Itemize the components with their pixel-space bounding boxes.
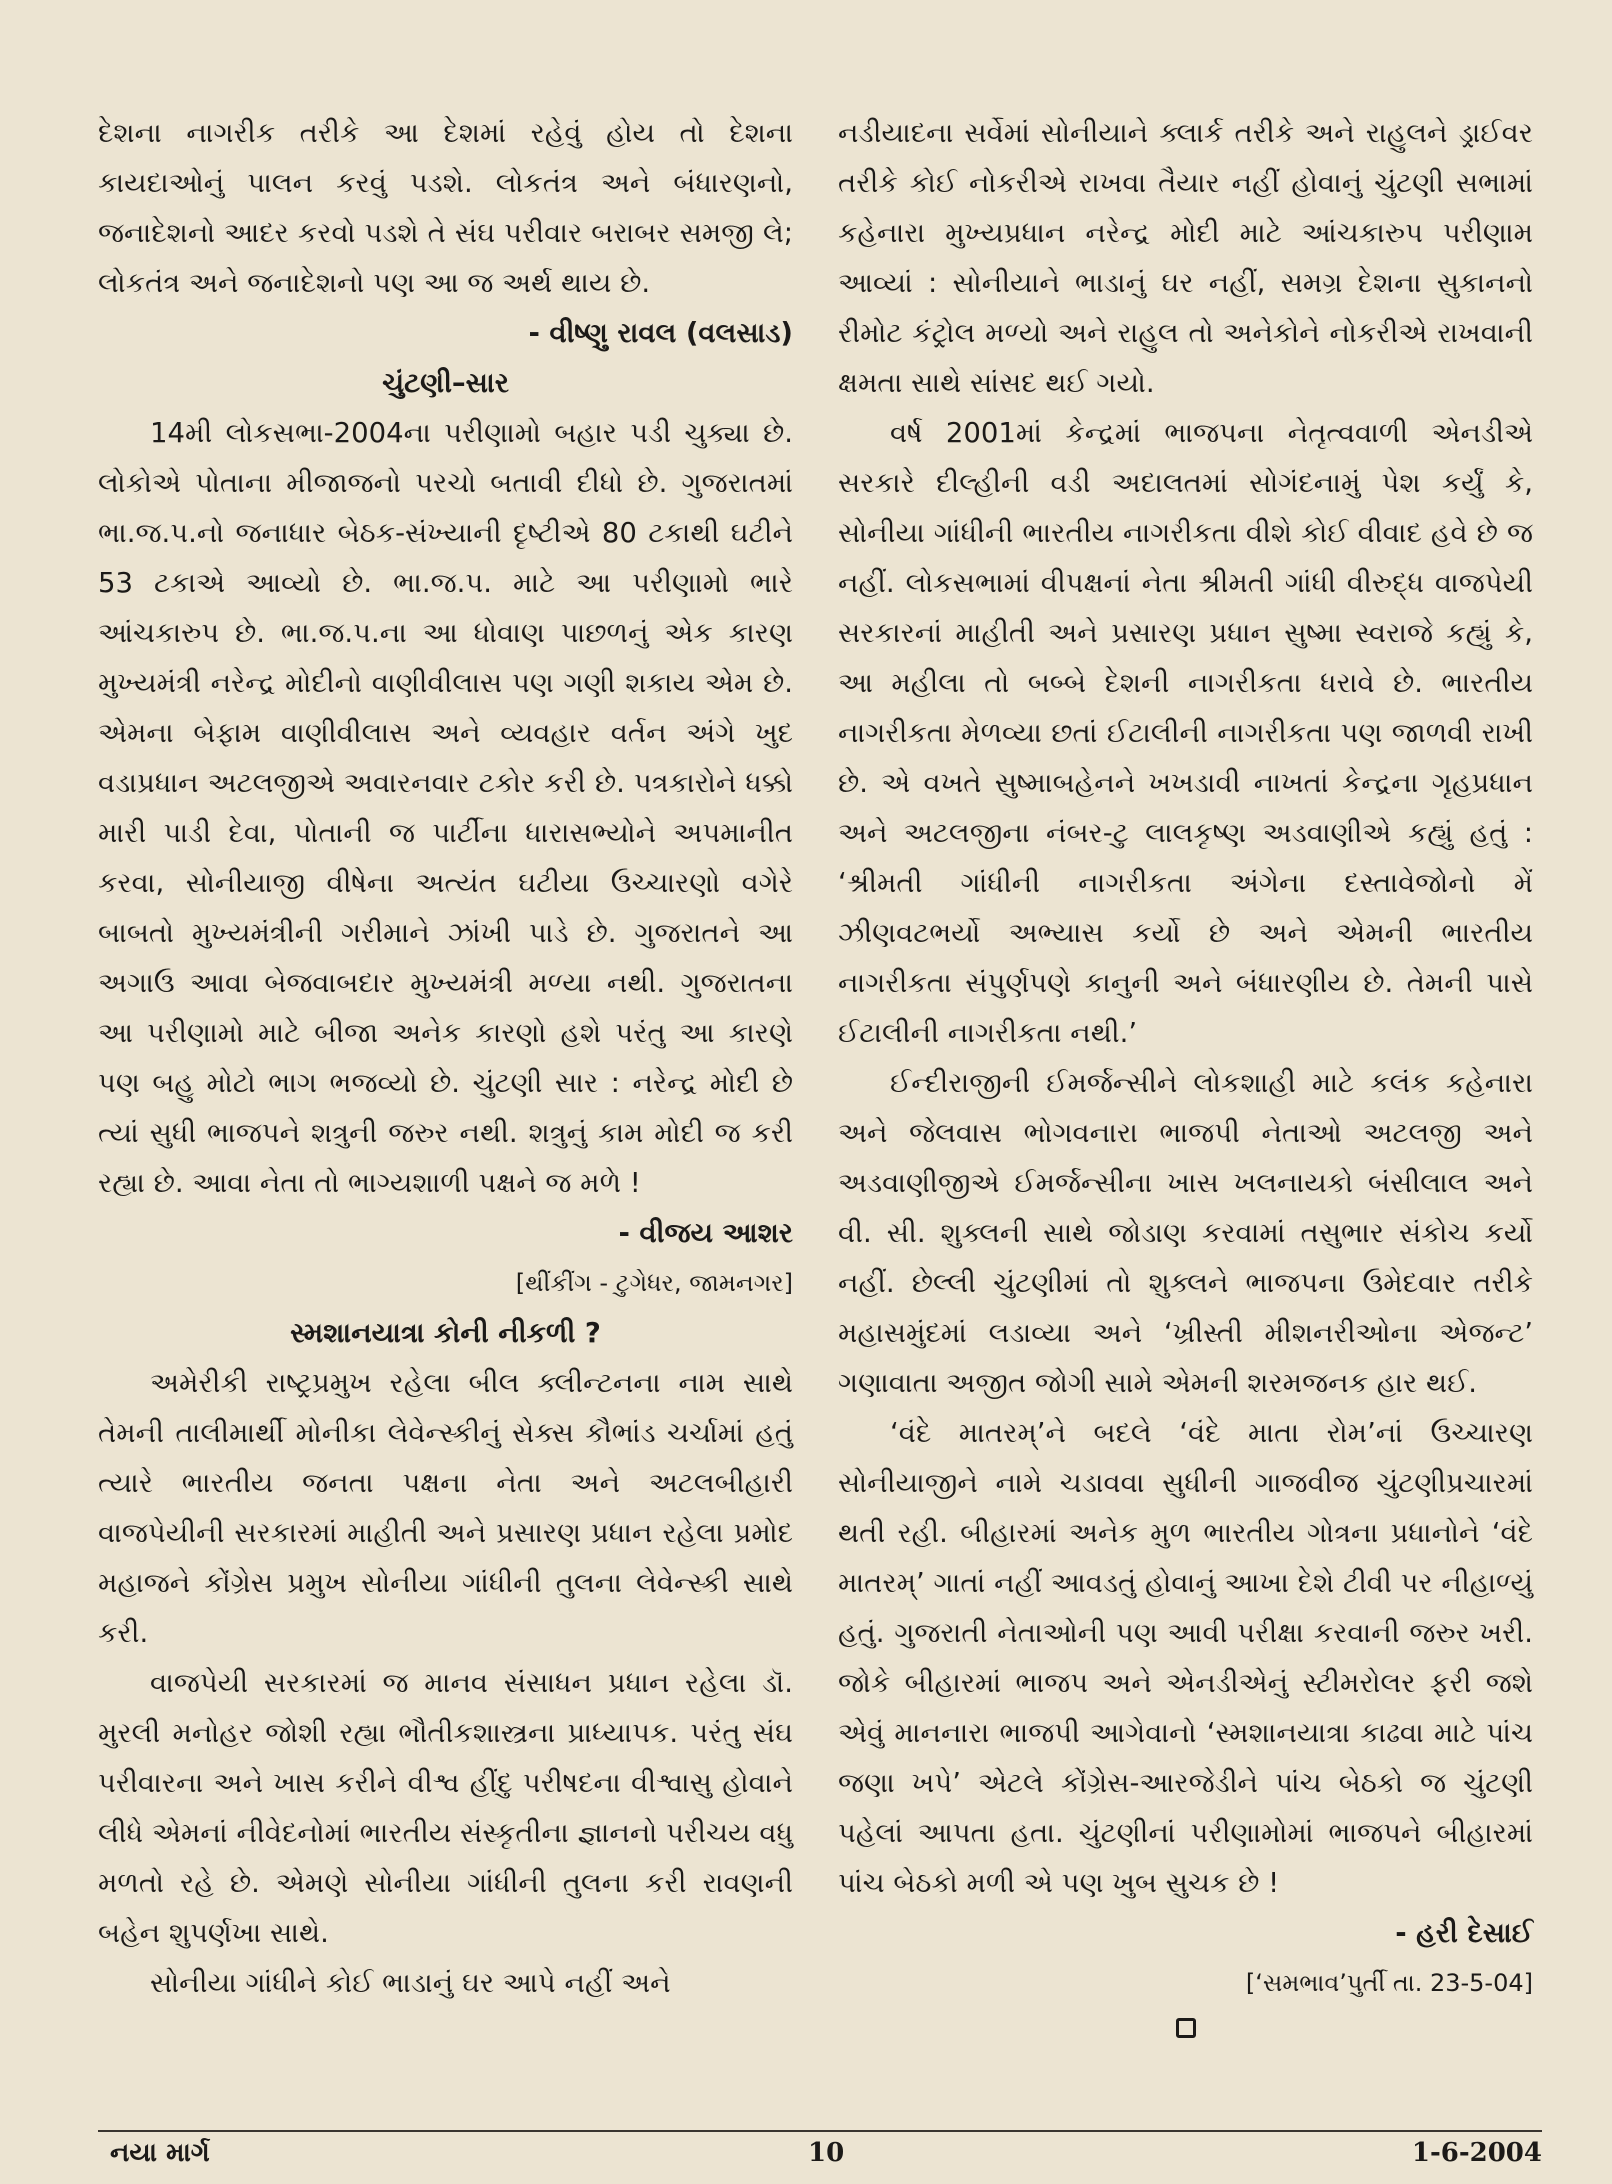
body-paragraph: વાજપેયી સરકારમાં જ માનવ સંસાધન પ્રધાન રહેલા ડૉ. મુરલી મનોહર જોશી રહ્યા ભૌતીકશાસ્ત્રના પ્રાધ્યાપક. પરંતુ સંઘ પરીવારના અને ખાસ કરીને વીશ્વ હીંદુ પરીષદના વીશ્વાસુ હોવાને લીધે એમનાં નીવેદનોમાં ભારતીય સંસ્કૃતીના જ્ઞાનનો પરીચય વધુ મળતો રહે છે. એમણે સોનીયા ગાંધીની તુલના કરી રાવણની બહેન શુપર્ણખા સાથે. [98, 1667, 793, 1949]
section-heading: સ્મશાનયાત્રા કોની નીકળી ? [290, 1317, 601, 1349]
body-paragraph: 14મી લોકસભા-2004ના પરીણામો બહાર પડી ચુક્યા છે. લોકોએ પોતાના મીજાજનો પરચો બતાવી દીધો છે. ગુજરાતમાં ભા.જ.પ.નો જનાધાર બેઠક-સંખ્યાની દૃષ્ટીએ 80 ટકાથી ઘટીને 53 ટકાએ આવ્યો છે. ભા.જ.પ. માટે આ પરીણામો ભારે આંચકારુપ છે. ભા.જ.પ.ના આ ધોવાણ પાછળનું એક કારણ મુખ્યમંત્રી નરેન્દ્ર મોદીનો વાણીવીલાસ પણ ગણી શકાય એમ છે. એમના બેફામ વાણીવીલાસ અને વ્યવહાર વર્તન અંગે ખુદ વડાપ્રધાન અટલજીએ અવારનવાર ટકોર કરી છે. પત્રકારોને ધક્કો મારી પાડી દેવા, પોતાની જ પાર્ટીના ધારાસભ્યોને અપમાનીત કરવા, સોનીયાજી વીષેના અત્યંત ઘટીયા ઉચ્ચારણો વગેરે બાબતો મુખ્યમંત્રીની ગરીમાને ઝાંખી પાડે છે. ગુજરાતને આ અગાઉ આવા બેજવાબદાર મુખ્યમંત્રી મળ્યા નથી. ગુજરાતના આ પરીણામો માટે બીજા અનેક કારણો હશે પરંતુ આ કારણે પણ બહુ મોટો ભાગ ભજવ્યો છે. ચુંટણી સાર : નરેન્દ્ર મોદી છે ત્યાં સુધી ભાજપને શત્રુની જરુર નથી. શત્રુનું કામ મોદી જ કરી રહ્યા છે. આવા નેતા તો ભાગ્યશાળી પક્ષને જ મળે ! [98, 417, 793, 1199]
footer-page-number: 10 [808, 2138, 845, 2168]
body-paragraph: અમેરીકી રાષ્ટ્રપ્રમુખ રહેલા બીલ ક્લીન્ટનના નામ સાથે તેમની તાલીમાર્થી મોનીકા લેવેન્સ્કીનું સેક્સ કૌભાંડ ચર્ચામાં હતું ત્યારે ભારતીય જનતા પક્ષના નેતા અને અટલબીહારી વાજપેયીની સરકારમાં માહીતી અને પ્રસારણ પ્રધાન રહેલા પ્રમોદ મહાજને કોંગ્રેસ પ્રમુખ સોનીયા ગાંધીની તુલના લેવેન્સ્કી સાથે કરી. [98, 1367, 793, 1649]
left-column [98, 108, 793, 2008]
section-heading: ચુંટણી–સાર [382, 367, 509, 399]
author-signature: - હરી દેસાઈ [1395, 1917, 1533, 1949]
end-of-article-icon [838, 2012, 1533, 2046]
author-signature: - વીષ્ણુ રાવલ (વલસાડ) [528, 317, 793, 349]
footer-date: 1-6-2004 [1411, 2138, 1542, 2168]
body-paragraph: ‘વંદે માતરમ્’ને બદલે ‘વંદે માતા રોમ’નાં ઉચ્ચારણ સોનીયાજીને નામે ચડાવવા સુધીની ગાજવીજ ચુંટણીપ્રચારમાં થતી રહી. બીહારમાં અનેક મુળ ભારતીય ગોત્રના પ્રધાનોને ‘વંદે માતરમ્’ ગાતાં નહીં આવડતું હોવાનું આખા દેશે ટીવી પર નીહાળ્યું હતું. ગુજરાતી નેતાઓની પણ આવી પરીક્ષા કરવાની જરુર ખરી. જોકે બીહારમાં ભાજપ અને એનડીએનું સ્ટીમરોલર ફરી જશે એવું માનનારા ભાજપી આગેવાનો ‘સ્મશાનયાત્રા કાઢવા માટે પાંચ જણા ખપે’ એટલે કોંગ્રેસ-આરજેડીને પાંચ બેઠકો જ ચુંટણી પહેલાં આપતા હતા. ચુંટણીનાં પરીણામોમાં ભાજપને બીહારમાં પાંચ બેઠકો મળી એ પણ ખુબ સુચક છે ! [838, 1417, 1533, 1899]
body-paragraph: વર્ષ 2001માં કેન્દ્રમાં ભાજપના નેતૃત્વવાળી એનડીએ સરકારે દીલ્હીની વડી અદાલતમાં સોગંદનામું પેશ કર્યું કે, સોનીયા ગાંધીની ભારતીય નાગરીકતા વીશે કોઈ વીવાદ હવે છે જ નહીં. લોકસભામાં વીપક્ષનાં નેતા શ્રીમતી ગાંધી વીરુદ્ધ વાજપેયી સરકારનાં માહીતી અને પ્રસારણ પ્રધાન સુષ્મા સ્વરાજે કહ્યું કે, આ મહીલા તો બબ્બે દેશની નાગરીકતા ધરાવે છે. ભારતીય નાગરીકતા મેળવ્યા છતાં ઈટાલીની નાગરીકતા પણ જાળવી રાખી છે. એ વખતે સુષ્માબહેનને ખખડાવી નાખતાં કેન્દ્રના ગૃહપ્રધાન અને અટલજીના નંબર-ટુ લાલકૃષ્ણ અડવાણીએ કહ્યું હતું : ‘શ્રીમતી ગાંધીની નાગરીકતા અંગેના દસ્તાવેજોનો મેં ઝીણવટભર્યો અભ્યાસ કર્યો છે અને એમની ભારતીય નાગરીકતા સંપુર્ણપણે કાનુની અને બંધારણીય છે. તેમની પાસે ઈટાલીની નાગરીકતા નથી.’ [838, 417, 1533, 1049]
author-signature: - વીજય આશર [618, 1217, 793, 1249]
right-column [838, 108, 1533, 2046]
author-source: [થીંકીંગ - ટુગેધર, જામનગર] [515, 1269, 793, 1297]
body-paragraph: નડીયાદના સર્વેમાં સોનીયાને ક્લાર્ક તરીકે અને રાહુલને ડ્રાઈવર તરીકે કોઈ નોકરીએ રાખવા તૈયાર નહીં હોવાનું ચુંટણી સભામાં કહેનારા મુખ્યપ્રધાન નરેન્દ્ર મોદી માટે આંચકારુપ પરીણામ આવ્યાં : સોનીયાને ભાડાનું ઘર નહીં, સમગ્ર દેશના સુકાનનો રીમોટ કંટ્રોલ મળ્યો અને રાહુલ તો અનેકોને નોકરીએ રાખવાની ક્ષમતા સાથે સાંસદ થઈ ગયો. [838, 117, 1533, 399]
body-paragraph: ઈન્દીરાજીની ઈમર્જન્સીને લોકશાહી માટે કલંક કહેનારા અને જેલવાસ ભોગવનારા ભાજપી નેતાઓ અટલજી અને અડવાણીજીએ ઈમર્જન્સીના ખાસ ખલનાયકો બંસીલાલ અને વી. સી. શુક્લની સાથે જોડાણ કરવામાં તસુભાર સંકોચ કર્યો નહીં. છેલ્લી ચુંટણીમાં તો શુક્લને ભાજપના ઉમેદવાર તરીકે મહાસમુંદમાં લડાવ્યા અને ‘ખ્રીસ્તી મીશનરીઓના એજન્ટ’ ગણાવાતા અજીત જોગી સામે એમની શરમજનક હાર થઈ. [838, 1067, 1533, 1399]
footer-divider [98, 2130, 1542, 2132]
footer-publication-name: નયા માર્ગ [110, 2138, 210, 2168]
body-paragraph: સોનીયા ગાંધીને કોઈ ભાડાનું ઘર આપે નહીં અને [150, 1967, 671, 1999]
author-source: [‘સમભાવ’પુર્તી તા. 23-5-04] [1245, 1969, 1533, 1997]
body-paragraph: દેશના નાગરીક તરીકે આ દેશમાં રહેવું હોય તો દેશના કાયદાઓનું પાલન કરવું પડશે. લોકતંત્ર અને બંધારણનો, જનાદેશનો આદર કરવો પડશે તે સંઘ પરીવાર બરાબર સમજી લે; લોકતંત્ર અને જનાદેશનો પણ આ જ અર્થ થાય છે. [98, 117, 793, 299]
